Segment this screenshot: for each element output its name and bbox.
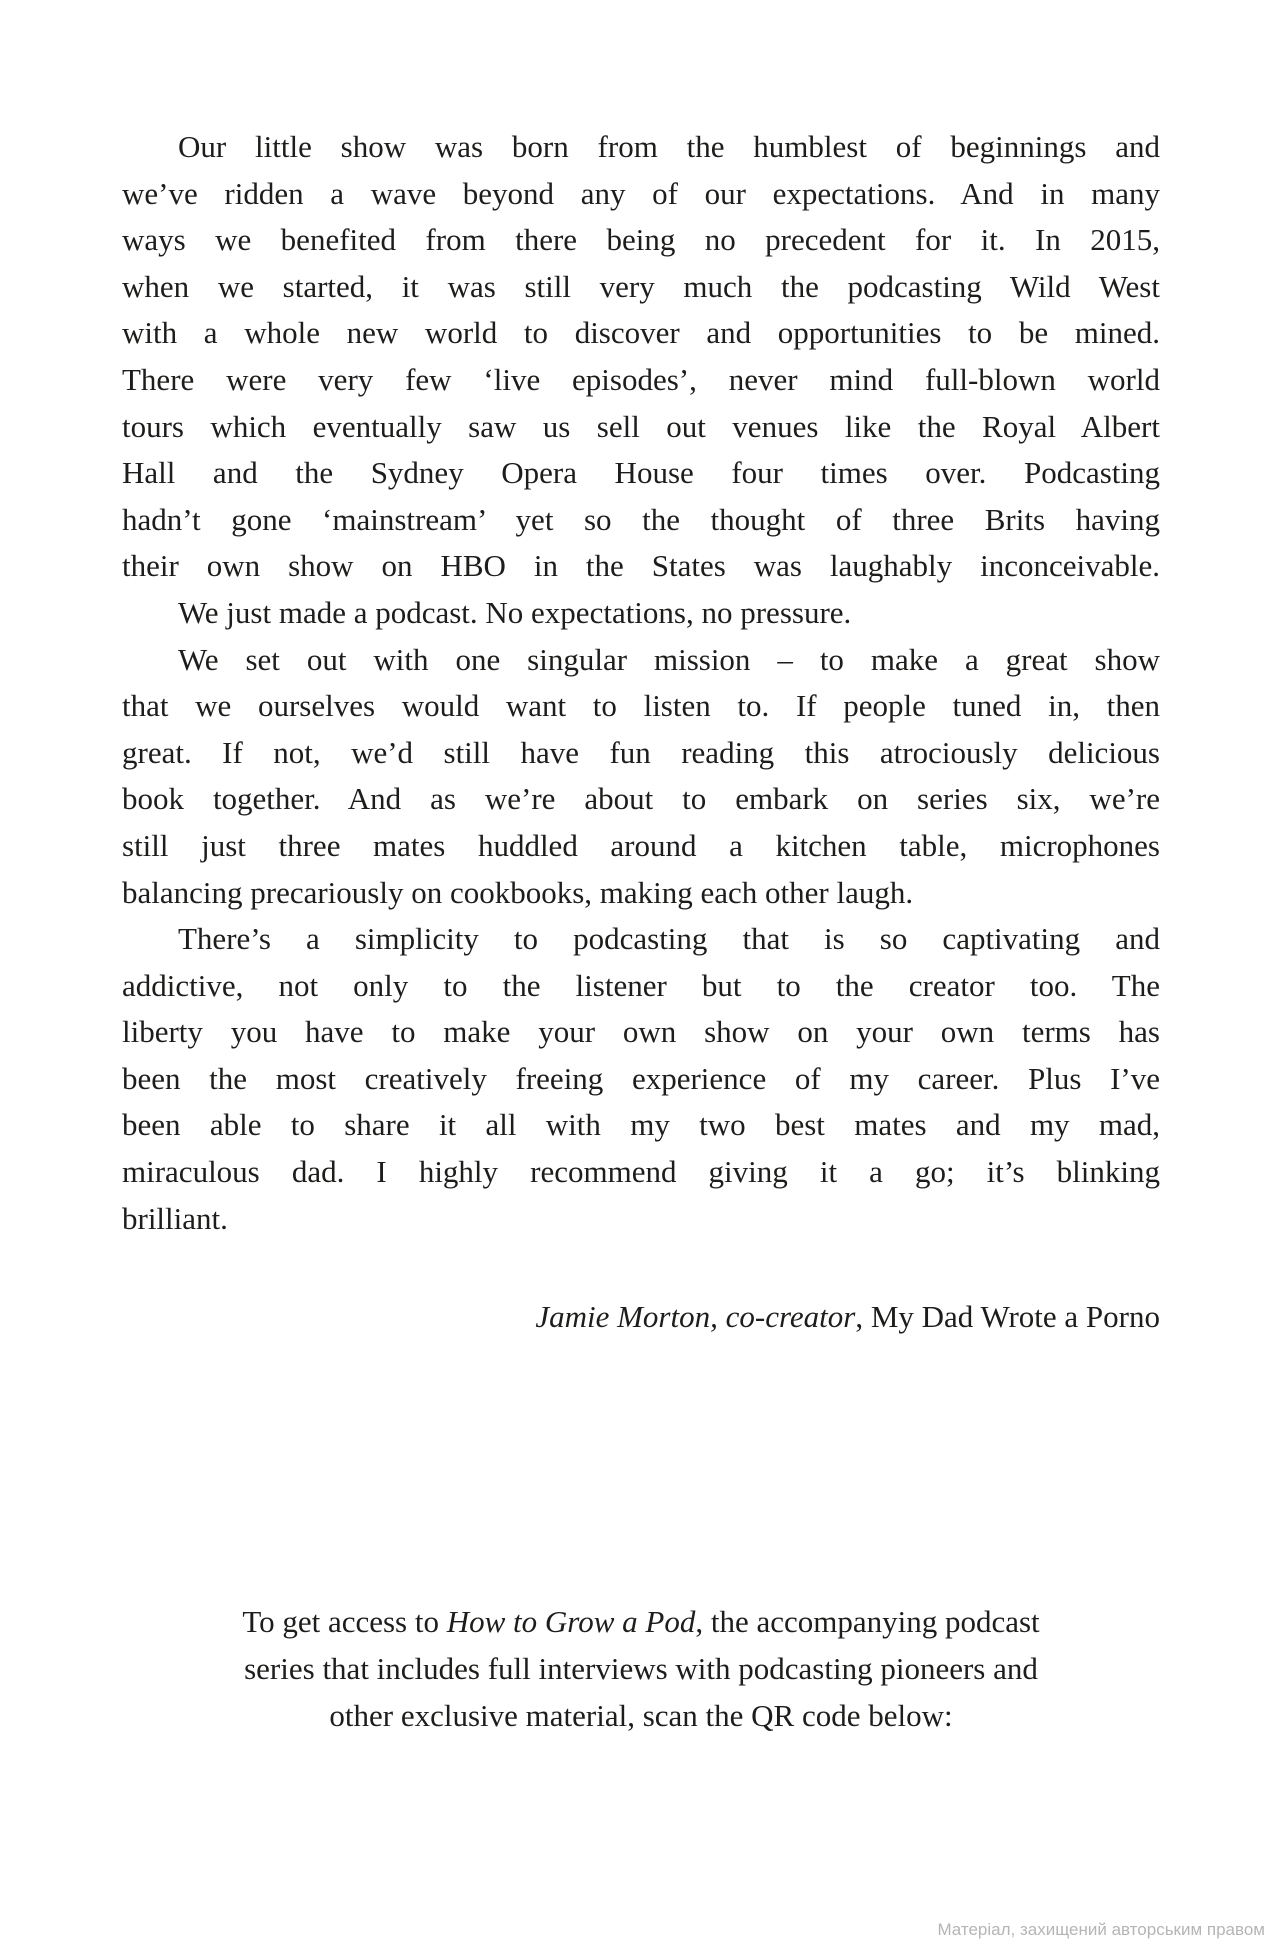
attribution-line — [122, 1293, 1160, 1340]
text-line: There’s a simplicity to podcasting that is so captivating and — [178, 921, 1160, 957]
text-segment: series that includes full interviews with podcasting pioneers and — [244, 1651, 1038, 1687]
text-line: we’ve ridden a wave beyond any of our expectations. And in many — [122, 175, 1160, 211]
text-line: We just made a podcast. No expectations, no pressure. — [178, 594, 852, 630]
text-line: tours which eventually saw us sell out venues like the Royal Albert — [122, 408, 1160, 444]
paragraph — [122, 916, 1160, 1242]
text-segment: , My Dad Wrote a Porno — [855, 1299, 1160, 1335]
italic-text-segment: How to Grow a Pod — [446, 1604, 696, 1640]
text-line: hadn’t gone ‘mainstream’ yet so the thought of three Brits having — [122, 501, 1160, 537]
text-line: We set out with one singular mission – to make a great show — [178, 641, 1160, 677]
footer-note — [122, 1598, 1160, 1739]
text-line: addictive, not only to the listener but to the creator too. The — [122, 967, 1160, 1003]
italic-text-segment: Jamie Morton, co-creator — [535, 1299, 856, 1335]
text-line: that we ourselves would want to listen to. If people tuned in, then — [122, 688, 1160, 724]
text-line: great. If not, we’d still have fun reading this atrociously delicious — [122, 734, 1160, 770]
text-segment: , the accompanying podcast — [695, 1604, 1040, 1640]
text-line: been the most creatively freeing experience of my career. Plus I’ve — [122, 1060, 1160, 1096]
paragraph — [122, 590, 1160, 637]
footer-text-line — [122, 1645, 1160, 1692]
text-line: Our little show was born from the humblest of beginnings and — [178, 129, 1160, 164]
body-text — [122, 124, 1160, 1242]
page-content — [122, 124, 1160, 1739]
text-line: when we started, it was still very much the podcasting Wild West — [122, 268, 1160, 304]
text-line: balancing precariously on cookbooks, making each other laugh. — [122, 874, 914, 910]
text-line: book together. And as we’re about to embark on series six, we’re — [122, 781, 1160, 817]
paragraph — [122, 637, 1160, 917]
text-line: been able to share it all with my two best mates and my mad, — [122, 1107, 1160, 1143]
paragraph — [122, 124, 1160, 590]
text-line: Hall and the Sydney Opera House four times over. Podcasting — [122, 455, 1160, 491]
text-segment: other exclusive material, scan the QR code below: — [329, 1698, 953, 1734]
text-line: liberty you have to make your own show on your own terms has — [122, 1014, 1160, 1050]
text-line: ways we benefited from there being no precedent for it. In 2015, — [122, 222, 1160, 258]
footer-text-line — [122, 1692, 1160, 1739]
footer-text-line — [122, 1598, 1160, 1645]
text-line: There were very few ‘live episodes’, never mind full-blown world — [122, 361, 1160, 397]
text-line: brilliant. — [122, 1200, 228, 1236]
copyright-watermark: Матеріал, захищений авторським правом — [937, 1920, 1265, 1939]
text-line: their own show on HBO in the States was laughably inconceivable. — [122, 548, 1160, 584]
text-segment: To get access to — [242, 1604, 447, 1640]
text-line: with a whole new world to discover and opportunities to be mined. — [122, 315, 1160, 351]
text-line: still just three mates huddled around a kitchen table, microphones — [122, 827, 1160, 863]
text-line: miraculous dad. I highly recommend giving it a go; it’s blinking — [122, 1154, 1160, 1190]
